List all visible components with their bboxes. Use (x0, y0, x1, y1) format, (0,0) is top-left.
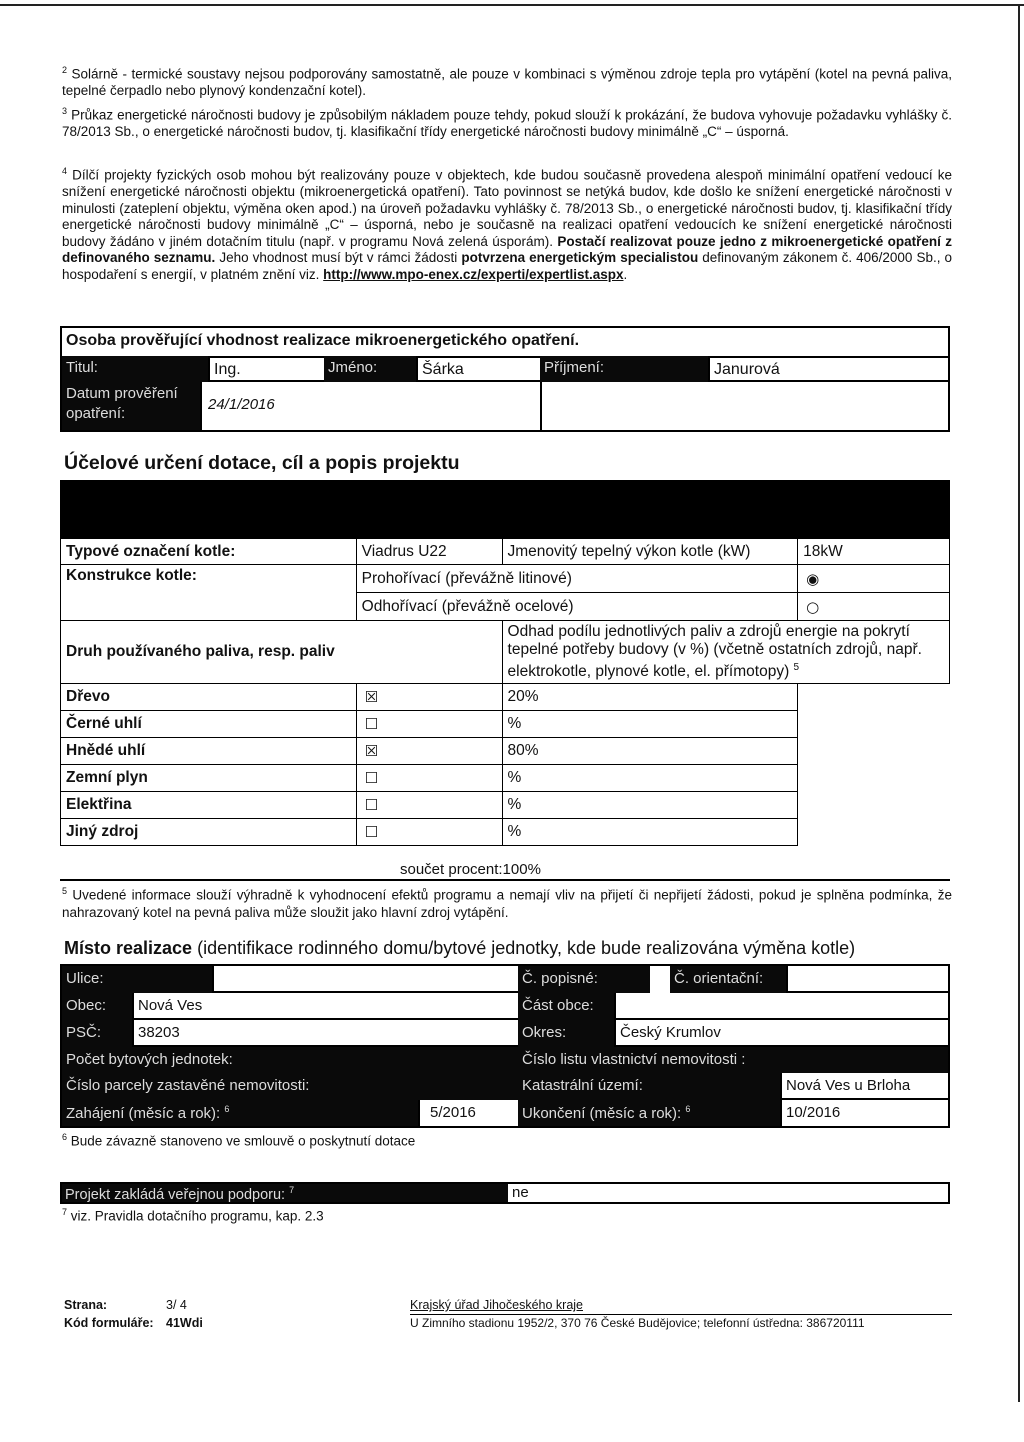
end-date-field[interactable]: 10/2016 (780, 1100, 948, 1126)
street-field[interactable] (212, 966, 518, 993)
footnote-number: 5 (62, 886, 68, 896)
district-label: Okres: (518, 1020, 614, 1047)
verifier-box (60, 326, 950, 432)
boiler-table (60, 538, 950, 846)
footnote-number: 7 (62, 1207, 68, 1217)
construction-label: Konstrukce kotle: (61, 565, 357, 621)
fuel-share-field[interactable]: % (502, 711, 798, 738)
footnote-text: Bude závazně stanoveno ve smlouvě o poskytnutí dotace (70, 1133, 416, 1149)
location-heading (64, 938, 855, 959)
construction-option-2: Odhořívací (převážně ocelové) (356, 593, 798, 621)
title-label: Titul: (62, 356, 210, 382)
house-number-field[interactable] (650, 968, 670, 991)
name-field[interactable]: Šárka (416, 356, 540, 382)
empty-cell (540, 382, 948, 430)
footnote-number: 4 (62, 166, 68, 176)
fuel-share-text: Odhad podílu jednotlivých paliv a zdrojů energie na pokrytí tepelné potřeby budovy (v %) (včetně ostatních zdrojů, např. elektrokotle, plynové kotle, el. přímotopy) (507, 623, 922, 681)
punctuation: . (623, 266, 628, 282)
date-field[interactable]: 24/1/2016 (200, 382, 540, 430)
support-box (60, 1182, 950, 1204)
checkbox-empty-icon[interactable]: ☐ (356, 792, 502, 819)
district-field[interactable]: Český Krumlov (614, 1020, 948, 1047)
empty-cell (798, 684, 950, 711)
footnote-number: 6 (62, 1132, 68, 1142)
checkbox-checked-icon[interactable]: ☒ (356, 684, 502, 711)
footnote-text: definovaným zákonem č. 406/2000 Sb., o hospodaření s energií, v platném znění viz. (62, 250, 952, 282)
footnote-bold-text: potvrzena energetickým specialistou (461, 250, 699, 265)
footnote-text: Průkaz energetické náročnosti budovy je způsobilým nákladem pouze tehdy, pokud slouží k prokázání, že budova vyhovuje požadavku vyhlášky č. 78/2013 Sb., o energetické náročnosti budov, tj. klasifikační třídy energetické náročnosti budovy minimálně „C“ – úsporná. (62, 107, 952, 139)
footnote-7 (62, 1204, 952, 1225)
form-code-label: Kód formuláře: (64, 1316, 154, 1330)
date-label: Datum prověření opatření: (62, 382, 202, 430)
footnote-6 (62, 1129, 952, 1150)
start-date-label (62, 1100, 418, 1126)
boiler-type-label: Typové označení kotle: (61, 539, 357, 565)
form-code: 41Wdi (166, 1316, 203, 1330)
checkbox-empty-icon[interactable]: ☐ (356, 819, 502, 846)
ownership-sheet-label: Číslo listu vlastnictví nemovitosti : (518, 1047, 948, 1073)
title-field[interactable]: Ing. (208, 356, 324, 382)
footnote-text: viz. Pravidla dotačního programu, kap. 2.3 (70, 1208, 324, 1224)
fuel-name: Černé uhlí (61, 711, 357, 738)
fuel-share-label (502, 621, 949, 684)
empty-cell (798, 819, 950, 846)
page-label: Strana: (64, 1298, 108, 1312)
footnote-5 (62, 883, 952, 921)
footnote-text: Solárně - termické soustavy nejsou podporovány samostatně, ale pouze v kombinaci s výměnou zdroje tepla pro vytápění (kotel na pevná paliva, tepelné čerpadlo nebo plynový kondenzační kotel). (62, 66, 952, 98)
cadastre-field[interactable]: Nová Ves u Brloha (780, 1073, 948, 1100)
office-address: U Zimního stadionu 1952/2, 370 76 České Budějovice; telefonní ústředna: 386720111 (410, 1316, 865, 1330)
expert-list-link[interactable]: http://www.mpo-enex.cz/experti/expertlist.aspx (323, 266, 624, 282)
surname-label: Příjmení: (540, 356, 710, 382)
footnote-2 (62, 62, 952, 100)
divider (60, 879, 950, 881)
fuel-name: Dřevo (61, 684, 357, 711)
boiler-power-label: Jmenovitý tepelný výkon kotle (kW) (502, 539, 798, 565)
cadastre-label: Katastrální území: (518, 1073, 780, 1100)
town-part-field[interactable] (614, 993, 948, 1020)
footnote-number: 2 (62, 65, 68, 75)
footnote-bold-text: Postačí realizovat pouze jedno z mikroenergetické opatření z definovaného seznamu. (62, 233, 952, 265)
fuel-name: Jiný zdroj (61, 819, 357, 846)
orientation-number-field[interactable] (786, 966, 948, 993)
start-date-field[interactable]: 5/2016 (418, 1100, 518, 1126)
location-heading-rest: (identifikace rodinného domu/bytové jednotky, kde bude realizována výměna kotle) (197, 938, 856, 958)
checkbox-empty-icon[interactable]: ☐ (356, 765, 502, 792)
parcel-number-label: Číslo parcely zastavěné nemovitosti: (62, 1073, 518, 1100)
surname-field[interactable]: Janurová (708, 356, 948, 382)
fuel-share-field[interactable]: % (502, 792, 798, 819)
office-name: Krajský úřad Jihočeského kraje (410, 1298, 583, 1312)
location-heading-bold: Místo realizace (64, 938, 193, 958)
footer-rule (410, 1314, 952, 1315)
zip-field[interactable]: 38203 (132, 1020, 518, 1047)
footnote-text: Uvedené informace slouží výhradně k vyhodnocení efektů programu a nemají vliv na přijetí či nepřijetí žádosti, pokud je splněna podmínka, že nahrazovaný kotel na pevná paliva může sloužit jako hlavní zdroj vytápění. (62, 887, 952, 920)
project-description-field[interactable] (60, 480, 950, 538)
footnote-text: Jeho vhodnost musí být v rámci žádosti (219, 250, 458, 265)
page-number: 3/ 4 (166, 1298, 187, 1312)
percent-sum: součet procent:100% (400, 861, 541, 878)
fuel-share-field[interactable]: % (502, 819, 798, 846)
checkbox-checked-icon[interactable]: ☒ (356, 738, 502, 765)
fuel-label: Druh používaného paliva, resp. paliv (61, 621, 503, 684)
support-label (62, 1184, 508, 1202)
boiler-power-field[interactable]: 18kW (798, 539, 950, 565)
checkbox-empty-icon[interactable]: ☐ (356, 711, 502, 738)
location-box (60, 964, 950, 1128)
support-label-text: Projekt zakládá veřejnou podporu: (65, 1186, 286, 1203)
footnote-ref: 5 (793, 662, 800, 673)
verifier-heading: Osoba prověřující vhodnost realizace mikroenergetického opatření. (66, 332, 580, 349)
support-field[interactable]: ne (512, 1184, 529, 1201)
empty-cell (798, 792, 950, 819)
radio-empty-icon[interactable]: ○ (798, 593, 950, 621)
town-field[interactable]: Nová Ves (132, 993, 518, 1020)
fuel-share-field[interactable]: % (502, 765, 798, 792)
section-title: Účelové určení dotace, cíl a popis projektu (64, 452, 460, 474)
end-date-label-text: Ukončení (měsíc a rok): (522, 1105, 682, 1122)
fuel-share-field[interactable]: 20% (502, 684, 798, 711)
top-border (0, 4, 1024, 6)
town-part-label: Část obce: (518, 993, 614, 1020)
footnote-3 (62, 103, 952, 141)
footnote-number: 3 (62, 106, 68, 116)
empty-cell (798, 711, 950, 738)
zip-label: PSČ: (62, 1020, 132, 1047)
footnote-ref: 6 (224, 1104, 230, 1114)
footnote-ref: 6 (685, 1104, 691, 1114)
footnote-ref: 7 (289, 1185, 295, 1195)
footnote-4 (62, 163, 952, 283)
empty-cell (798, 738, 950, 765)
street-label: Ulice: (62, 966, 212, 993)
fuel-name: Zemní plyn (61, 765, 357, 792)
start-date-label-text: Zahájení (měsíc a rok): (66, 1105, 221, 1122)
name-label: Jméno: (324, 356, 418, 382)
fuel-name: Elektřina (61, 792, 357, 819)
house-number-label: Č. popisné: (518, 966, 650, 993)
construction-option-1: Prohořívací (převážně litinové) (356, 565, 798, 593)
fuel-share-field[interactable]: 80% (502, 738, 798, 765)
boiler-type-field[interactable]: Viadrus U22 (356, 539, 502, 565)
radio-selected-icon[interactable]: ◉ (798, 565, 950, 593)
right-border (1018, 4, 1020, 1402)
housing-units-label: Počet bytových jednotek: (62, 1047, 518, 1073)
orientation-number-label: Č. orientační: (670, 966, 786, 993)
fuel-name: Hnědé uhlí (61, 738, 357, 765)
footnote-text: Dílčí projekty fyzických osob mohou být realizovány pouze v objektech, kde budou současně provedena alespoň minimální opatření vedoucí ke snížení energetické náročnosti objektu (mikroenergetická opatření). Tato povinnost se netýká budov, kde došlo ke snížení energetické náročnosti v minulosti (zateplení objektu, výměna oken apod.) na úroveň požadavku vyhlášky č. 78/2013 Sb., o energetické náročnosti budov, tj. klasifikační třídy energetické náročnosti budovy minimálně „C“ – úsporná, nebo je současně na realizaci opatření vedoucích ke snížení energetické náročnosti budovy žádáno v jiném dotačním titulu (např. v programu Nová zelená úsporám). (62, 167, 952, 249)
end-date-label (518, 1100, 780, 1126)
town-label: Obec: (62, 993, 132, 1020)
empty-cell (798, 765, 950, 792)
